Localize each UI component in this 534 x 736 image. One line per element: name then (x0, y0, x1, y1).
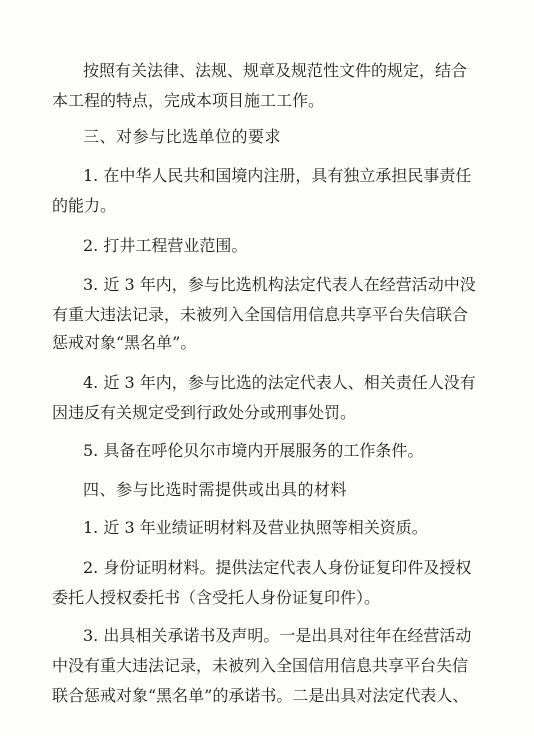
body-text-line: 按照有关法律、法规、规章及规范性文件的规定，结合 (83, 61, 468, 80)
section-heading-4: 四、参与比选时需提供或出具的材料 (83, 480, 348, 499)
body-text-line: 有重大违法记录，未被列入全国信用信息共享平台失信联合 (52, 305, 469, 324)
section-heading-3: 三、对参与比选单位的要求 (83, 127, 282, 146)
body-text-line: 本工程的特点，完成本项目施工工作。 (52, 91, 325, 110)
body-text-line: 3. 近 3 年内，参与比选机构法定代表人在经营活动中没 (83, 275, 476, 294)
body-text-line: 中没有重大违法记录，未被列入全国信用信息共享平台失信 (52, 656, 469, 675)
body-text-line: 2. 打井工程营业范围。 (83, 236, 248, 255)
body-text-line: 因违反有关规定受到行政处分或刑事处罚。 (52, 403, 357, 422)
body-text-line: 的能力。 (52, 196, 117, 215)
body-text-line: 3. 出具相关承诺书及声明。一是出具对往年在经营活动 (83, 626, 472, 645)
body-text-line: 1. 近 3 年业绩证明材料及营业执照等相关资质。 (83, 518, 428, 537)
body-text-line: 1. 在中华人民共和国境内注册，具有独立承担民事责任 (83, 166, 472, 185)
body-text-line: 4. 近 3 年内，参与比选的法定代表人、相关责任人没有 (83, 373, 476, 392)
body-text-line: 2. 身份证明材料。提供法定代表人身份证复印件及授权 (83, 558, 472, 577)
body-text-line: 5. 具备在呼伦贝尔市境内开展服务的工作条件。 (83, 441, 424, 460)
body-text-line: 惩戒对象“黑名单”。 (52, 333, 197, 352)
body-text-line: 联合惩戒对象“黑名单”的承诺书。二是出具对法定代表人、 (52, 686, 469, 705)
body-text-line: 委托人授权委托书（含受托人身份证复印件）。 (52, 588, 381, 607)
